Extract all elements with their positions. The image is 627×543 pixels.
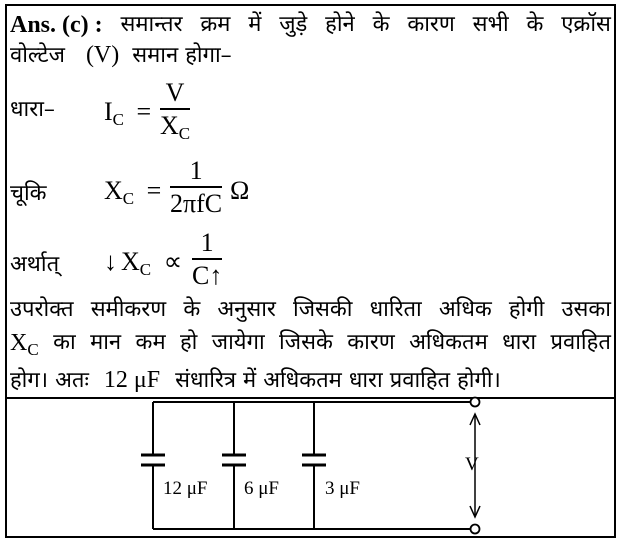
word: अधिकतम <box>409 330 488 355</box>
word: अनुसार <box>217 297 276 322</box>
word: अधिक <box>438 297 492 322</box>
word: धारा <box>502 330 537 355</box>
word: जायेगा <box>211 330 265 355</box>
equation-3-fraction: 1 C↑ <box>192 228 223 290</box>
word: हो <box>180 330 198 355</box>
word: होग। अतः <box>10 368 89 393</box>
voltage-label: V <box>465 454 479 475</box>
word: में <box>248 12 262 37</box>
capacitor-1-label: 12 μF <box>163 478 208 499</box>
word: कारण <box>407 12 455 37</box>
capacitor-2-label: 6 μF <box>244 478 280 499</box>
word: संधारित्र में अधिकतम धारा प्रवाहित होगी। <box>175 368 501 393</box>
since-label: चूकि <box>10 181 47 206</box>
word: उसका <box>561 297 611 322</box>
word: समान होगा– <box>132 43 232 68</box>
word: एक्रॉस <box>561 12 611 37</box>
equation-1-lhs: $I_C$ = <box>104 97 152 129</box>
word: कम <box>135 330 166 355</box>
equation-3-lhs: ↓ $X_C$ ∝ <box>104 247 183 279</box>
word: क्रम <box>200 12 231 37</box>
word: उपरोक्त <box>10 297 74 322</box>
therefore-label: अर्थात् <box>10 252 60 277</box>
word: वोल्टेज <box>10 43 65 68</box>
word: प्रवाहित <box>550 330 611 355</box>
equation-2-fraction: 1 2πfC <box>170 156 223 218</box>
word: का <box>53 330 76 355</box>
word: कारण <box>347 330 395 355</box>
word: के <box>526 12 544 37</box>
word: समान्तर <box>120 12 183 37</box>
current-label: धारा– <box>10 97 55 122</box>
word: सभी <box>472 12 509 37</box>
voltage-symbol: (V) <box>85 42 120 68</box>
answer-label: Ans. (c) : <box>10 12 103 38</box>
equation-1-fraction: V $X_C$ <box>160 78 191 143</box>
terminal-bottom <box>471 525 480 534</box>
word: समीकरण <box>90 297 167 322</box>
reactance-symbol: $X_C$ <box>10 330 39 359</box>
word: जिसकी <box>293 297 353 322</box>
word: होगी <box>508 297 545 322</box>
word: धारिता <box>369 297 422 322</box>
equation-2-lhs: $X_C$ = <box>104 176 162 208</box>
word: के <box>183 297 201 322</box>
ohm-unit: Ω <box>230 176 250 205</box>
terminal-top <box>471 398 480 407</box>
capacitance-value: 12 μF <box>103 367 161 393</box>
capacitor-3-label: 3 μF <box>325 478 361 499</box>
word: मान <box>90 330 122 355</box>
word: जिसके <box>279 330 333 355</box>
word: जुड़े <box>279 12 308 37</box>
word: के <box>372 12 390 37</box>
word: होने <box>325 12 355 37</box>
